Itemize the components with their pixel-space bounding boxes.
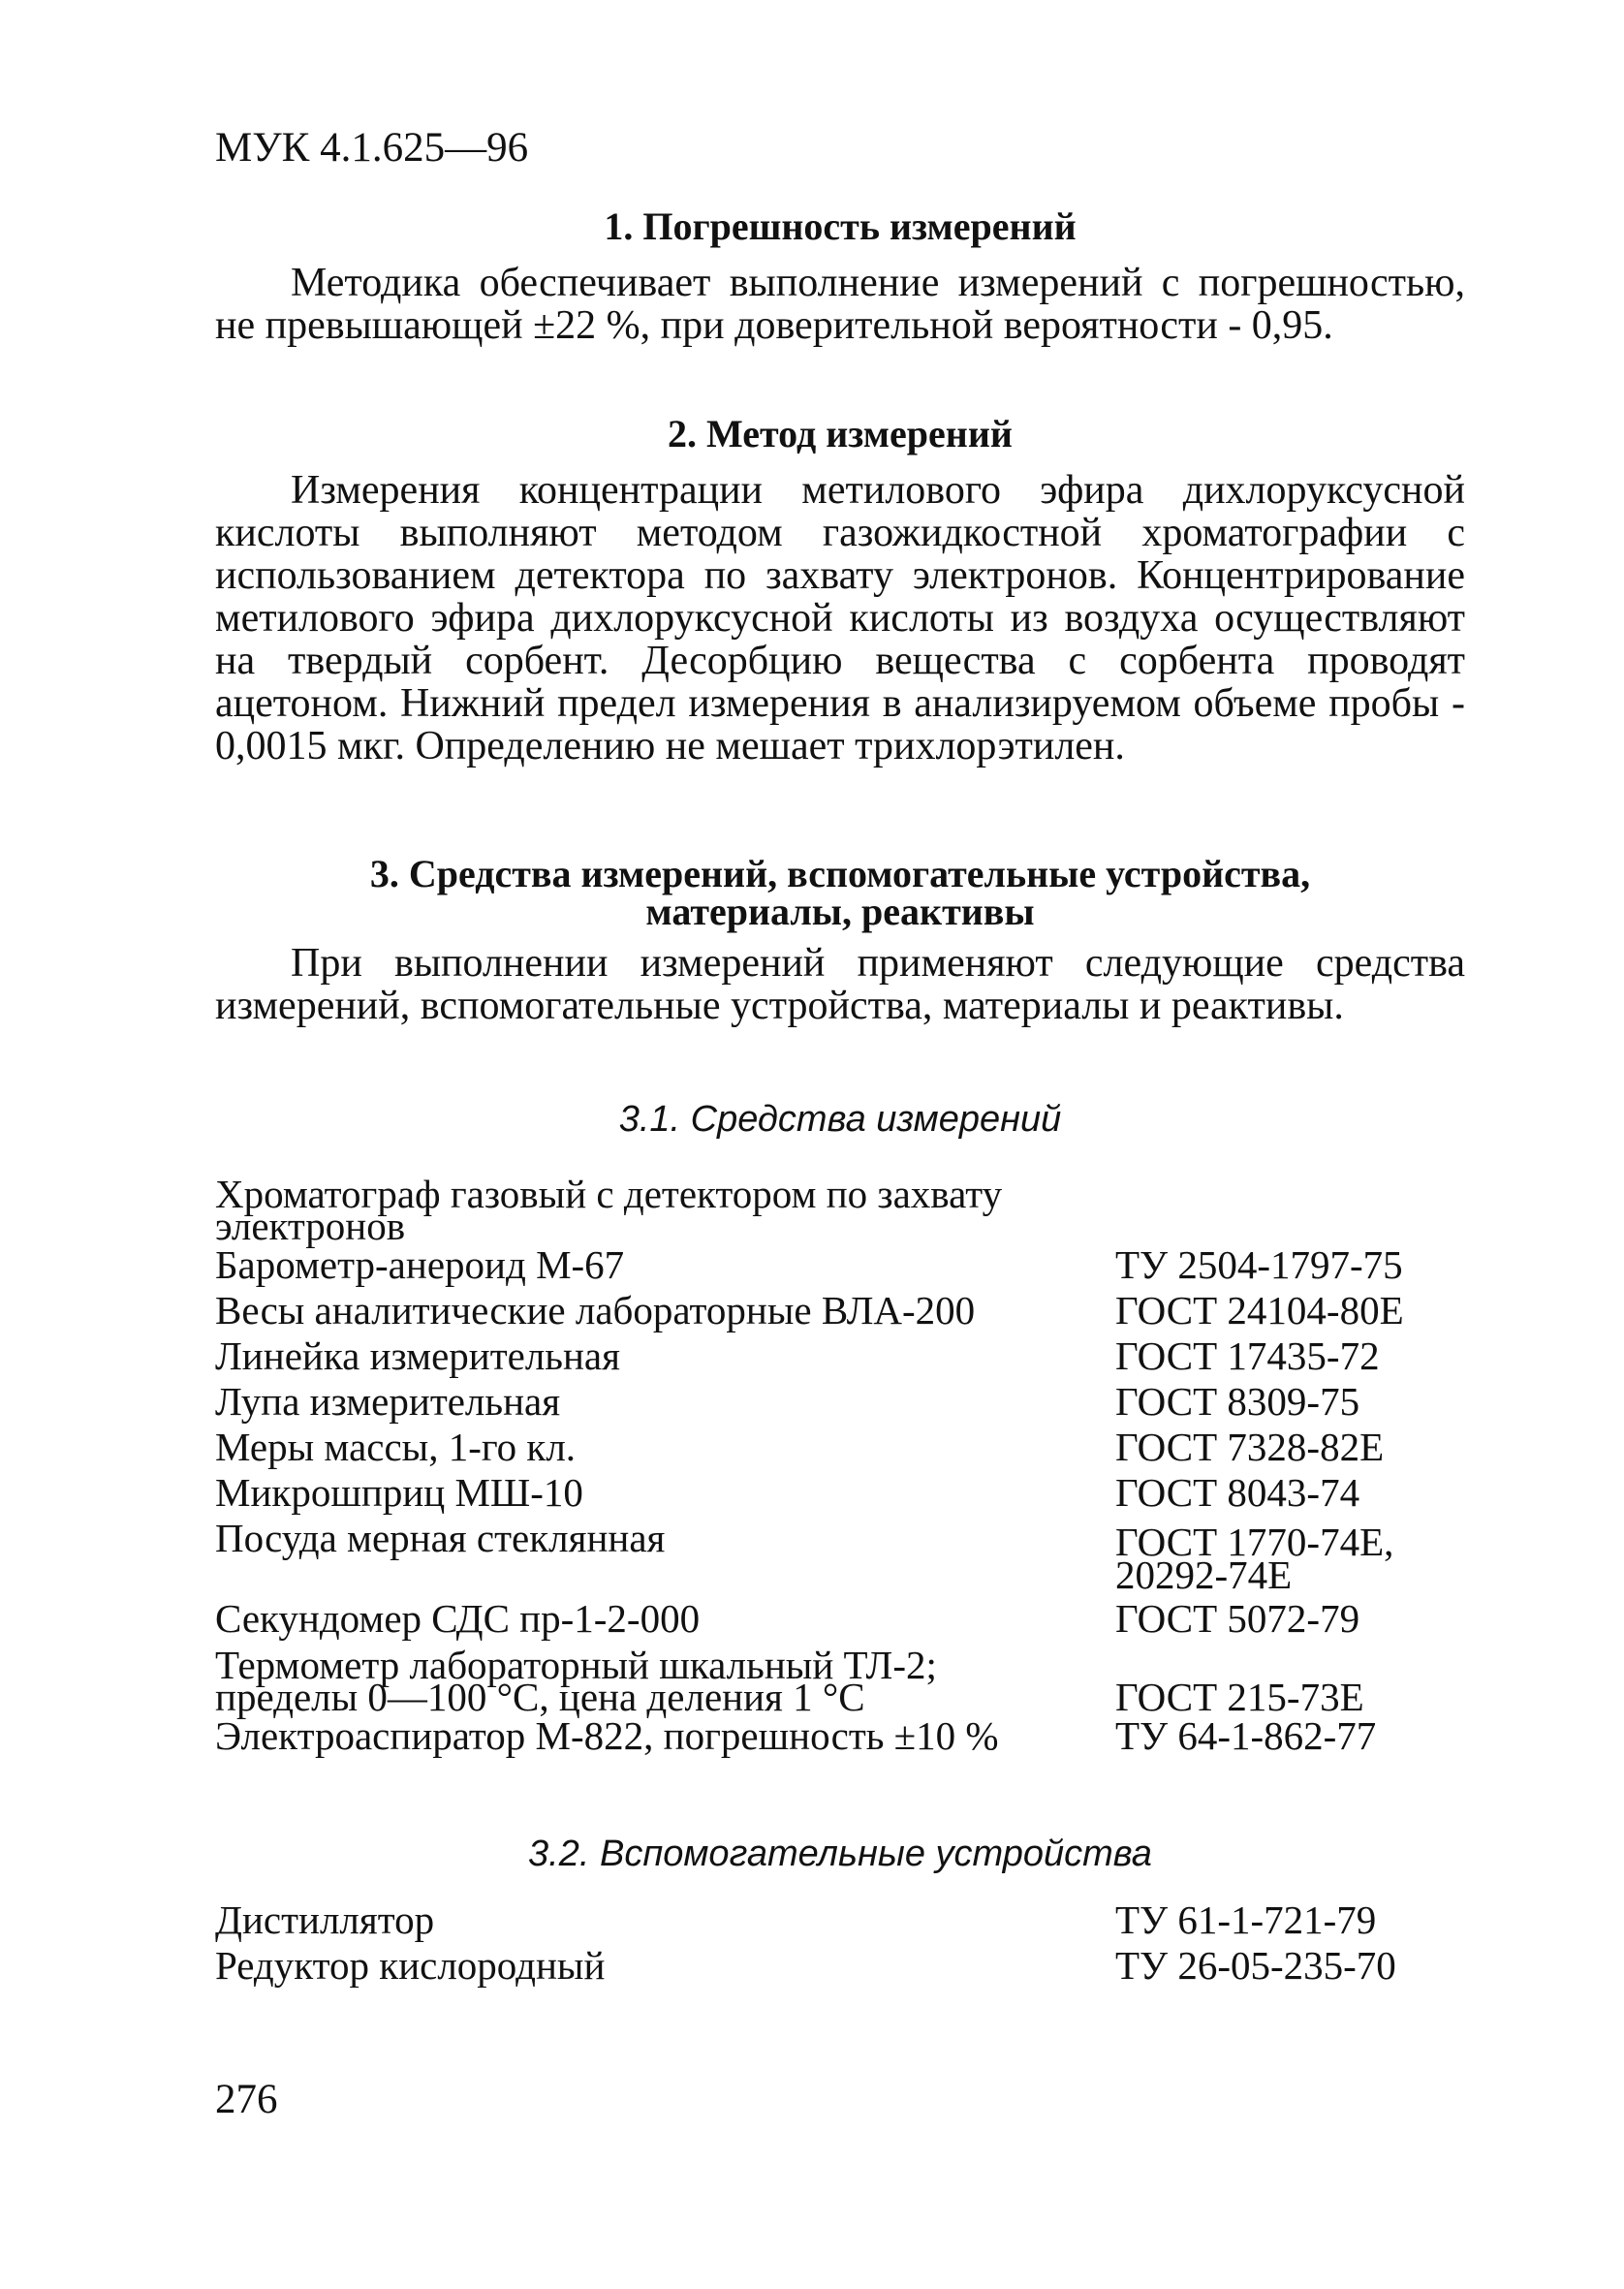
list-item (215, 1596, 1465, 1642)
section-method (215, 413, 1465, 768)
item-name: Электроаспиратор М-822, погрешность ±10 % (215, 1713, 999, 1758)
subsection-heading-measuring: 3.1. Средства измерений (618, 1099, 1062, 1140)
item-name: Микрошприц МШ-10 (215, 1470, 583, 1515)
list-item (215, 1713, 1465, 1759)
section-paragraph: При выполнении измерений применяют следующие средства измерений, вспомогательные устройства, материалы и реактивы. (215, 941, 1465, 1028)
section-heading-line2: материалы, реактивы (645, 890, 1035, 933)
list-item (215, 1425, 1465, 1470)
item-name: Весы аналитические лабораторные ВЛА-200 (215, 1288, 976, 1333)
item-standard: ГОСТ 1770-74Е, 20292-74Е (1115, 1520, 1394, 1597)
item-name: Посуда мерная стеклянная (215, 1516, 666, 1560)
item-standard: ГОСТ 7328-82Е (1115, 1425, 1385, 1469)
section-heading-line1: 3. Средства измерений, вспомогательные устройства, (369, 852, 1311, 895)
list-item (215, 1242, 1465, 1288)
item-name: Меры массы, 1-го кл. (215, 1425, 577, 1469)
list-item (215, 1288, 1465, 1333)
list-item (215, 1333, 1465, 1379)
list-item (215, 1642, 1465, 1719)
item-standard: ГОСТ 8043-74 (1115, 1470, 1360, 1515)
item-standard: ГОСТ 215-73Е (1115, 1675, 1364, 1719)
item-name: Лупа измерительная (215, 1379, 561, 1424)
section-paragraph: Методика обеспечивает выполнение измерений с погрешностью, не превышающей ±22 %, при доверительной вероятности - 0,95. (215, 261, 1465, 348)
item-standard: ТУ 26-05-235-70 (1115, 1943, 1396, 1988)
item-name: Линейка измерительная (215, 1333, 620, 1378)
list-item (215, 1943, 1465, 1989)
list-item (215, 1516, 1465, 1597)
item-standard: ГОСТ 24104-80Е (1115, 1288, 1404, 1333)
item-standard: ГОСТ 5072-79 (1115, 1596, 1360, 1641)
list-item (215, 1897, 1465, 1943)
item-name: Барометр-анероид М-67 (215, 1242, 625, 1287)
measuring-instruments-list (215, 1169, 1465, 1759)
item-name: Секундомер СДС пр-1-2-000 (215, 1596, 701, 1641)
item-standard: ТУ 64-1-862-77 (1115, 1713, 1377, 1758)
item-standard: ГОСТ 8309-75 (1115, 1379, 1360, 1424)
item-name: Редуктор кислородный (215, 1943, 606, 1988)
item-name: Термометр лабораторный шкальный ТЛ-2; пределы 0—100 °С, цена деления 1 °С (215, 1643, 937, 1719)
page-number: 276 (215, 2077, 278, 2122)
list-item (215, 1169, 1465, 1248)
item-standard: ГОСТ 17435-72 (1115, 1333, 1380, 1378)
list-item (215, 1379, 1465, 1425)
section-heading: 1. Погрешность измерений (604, 204, 1077, 248)
item-name: Дистиллятор (215, 1897, 435, 1942)
list-item (215, 1470, 1465, 1516)
auxiliary-devices-list (215, 1897, 1465, 1989)
item-name: Хроматограф газовый с детектором по захвату электронов (215, 1172, 1003, 1248)
subsection-heading-auxiliary: 3.2. Вспомогательные устройства (528, 1834, 1152, 1874)
section-heading: 2. Метод измерений (668, 412, 1013, 455)
item-standard: ТУ 2504-1797-75 (1115, 1242, 1403, 1287)
section-accuracy (215, 205, 1465, 347)
running-head: МУК 4.1.625—96 (215, 125, 529, 171)
item-standard: ТУ 61-1-721-79 (1115, 1897, 1377, 1942)
section-instruments (215, 853, 1465, 1027)
section-paragraph: Измерения концентрации метилового эфира дихлоруксусной кислоты выполняют методом газожидкостной хроматографии с использованием детектора по захвату электронов. Концентрирование метилового эфира дихлоруксусной кислоты из воздуха осуществляют на твердый сорбент. Десорбцию вещества с сорбента проводят ацетоном. Нижний предел измерения в анализируемом объеме пробы - 0,0015 мкг. Определению не мешает трихлорэтилен. (215, 468, 1465, 768)
